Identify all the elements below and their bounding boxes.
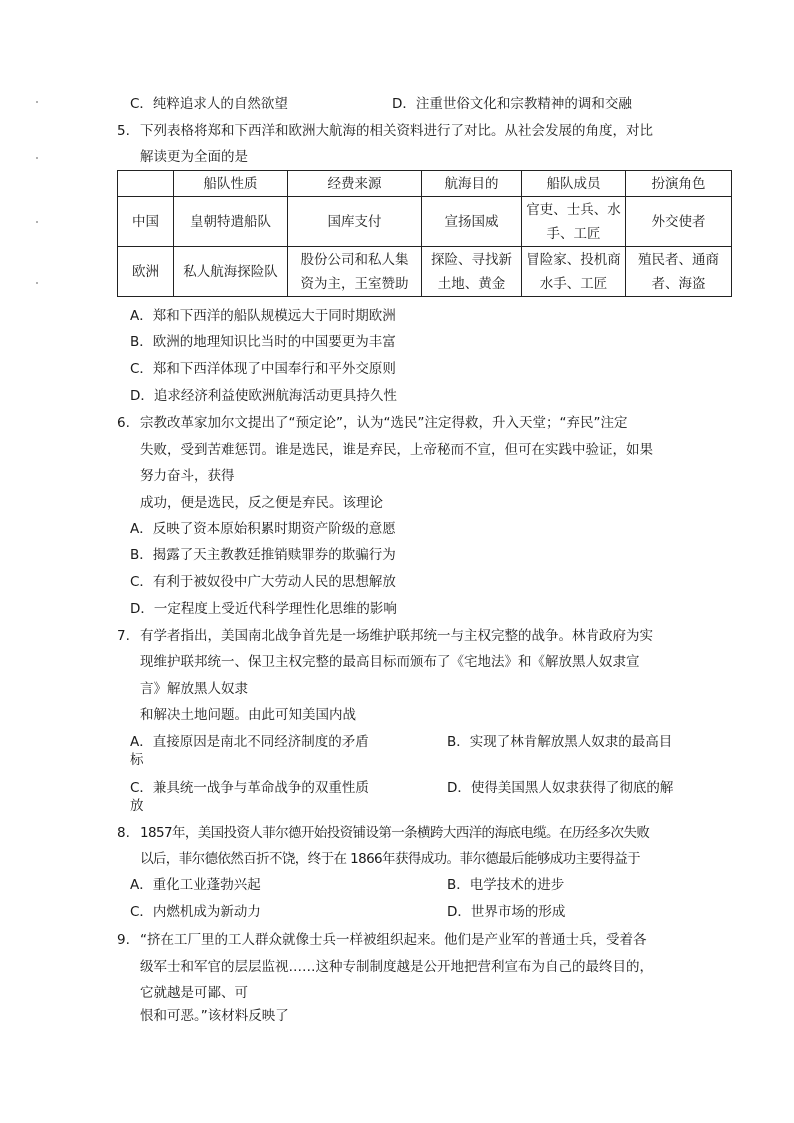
q4-option-d: D．注重世俗文化和宗教精神的调和交融 — [392, 96, 632, 112]
q9-stem-line4: 恨和可恶。”该材料反映了 — [140, 1008, 289, 1024]
table-header-cell: 船队性质 — [174, 171, 288, 197]
q6-stem-line3: 努力奋斗，获得 — [140, 468, 235, 484]
table-row — [118, 197, 732, 247]
comparison-table — [117, 170, 732, 297]
q7-stem-line3: 言》解放黑人奴隶 — [140, 681, 248, 697]
q5-option-a: A．郑和下西洋的船队规模远大于同时期欧洲 — [130, 308, 396, 324]
q6-option-a: A．反映了资本原始积累时期资产阶级的意愿 — [130, 521, 396, 537]
q8-option-d: D．世界市场的形成 — [447, 904, 566, 920]
q8-stem-line1: 1857年，美国投资人菲尔德开始投资铺设第一条横跨大西洋的海底电缆。在历经多次失败 — [140, 825, 650, 841]
q6-stem-line4: 成功，便是选民，反之便是弃民。该理论 — [140, 495, 383, 511]
q9-stem-line1: “挤在工厂里的工人群众就像士兵一样被组织起来。他们是产业军的普通士兵，受着各 — [140, 932, 647, 948]
q7-option-c: C．兼具统一战争与革命战争的双重性质 — [130, 780, 369, 796]
q4-option-c: C．纯粹追求人的自然欲望 — [130, 96, 288, 112]
table-cell: 中国 — [118, 197, 174, 247]
q7-option-d: D．使得美国黑人奴隶获得了彻底的解 — [447, 780, 674, 796]
table-header-cell: 航海目的 — [422, 171, 522, 197]
table-cell — [626, 247, 732, 297]
table-cell: 外交使者 — [626, 197, 732, 247]
q5-option-b: B．欧洲的地理知识比当时的中国要更为丰富 — [130, 334, 396, 350]
q6-stem-line2: 失败，受到苦难惩罚。谁是选民，谁是弃民，上帝秘而不宣，但可在实践中验证，如果 — [140, 442, 653, 458]
table-header-row — [118, 171, 732, 197]
q7-stem-line1: 有学者指出，美国南北战争首先是一场维护联邦统一与主权完整的战争。林肯政府为实 — [140, 628, 653, 644]
cell-line: 水手、工匠 — [539, 275, 608, 292]
q7-option-b: B．实现了林肯解放黑人奴隶的最高目 — [447, 734, 673, 750]
table-header-cell — [118, 171, 174, 197]
table-cell: 国库支付 — [288, 197, 422, 247]
q9-number: 9. — [117, 932, 130, 948]
q6-stem-line1: 宗教改革家加尔文提出了“预定论”，认为“选民”注定得救，升入天堂；“弃民”注定 — [140, 415, 628, 431]
q6-number: 6. — [117, 415, 130, 431]
q7-stem-line4: 和解决土地问题。由此可知美国内战 — [140, 707, 356, 723]
q6-option-d: D．一定程度上受近代科学理性化思维的影响 — [130, 601, 397, 617]
cell-line: 手、工匠 — [546, 225, 601, 242]
q9-stem-line2: 级军士和军官的层层监视……这种专制制度越是公开地把营利宣布为自己的最终目的， — [140, 959, 653, 975]
cell-line: 冒险家、投机商 — [526, 251, 621, 268]
table-cell — [288, 247, 422, 297]
q7-option-d-wrap: 放 — [130, 798, 144, 814]
table-cell — [522, 197, 626, 247]
q8-option-a: A．重化工业蓬勃兴起 — [130, 877, 261, 893]
q5-option-d: D．追求经济利益使欧洲航海活动更具持久性 — [130, 388, 397, 404]
table-header-cell: 船队成员 — [522, 171, 626, 197]
q6-option-c: C．有利于被奴役中广大劳动人民的思想解放 — [130, 574, 396, 590]
q7-option-a: A．直接原因是南北不同经济制度的矛盾 — [130, 734, 369, 750]
table-cell: 皇朝特遣船队 — [174, 197, 288, 247]
q5-number: 5. — [117, 123, 130, 139]
table-row — [118, 247, 732, 297]
q6-option-b: B．揭露了天主教教廷推销赎罪券的欺骗行为 — [130, 547, 396, 563]
cell-line: 探险、寻找新 — [431, 251, 512, 268]
cell-line: 股份公司和私人集 — [300, 251, 409, 268]
table-header-cell: 经费来源 — [288, 171, 422, 197]
table-cell — [422, 247, 522, 297]
table-cell: 私人航海探险队 — [174, 247, 288, 297]
cell-line: 资为主，王室赞助 — [300, 275, 409, 292]
q5-option-c: C．郑和下西洋体现了中国奉行和平外交原则 — [130, 361, 396, 377]
margin-dot — [36, 157, 38, 159]
table-cell: 宣扬国威 — [422, 197, 522, 247]
q8-option-c: C．内燃机成为新动力 — [130, 904, 261, 920]
cell-line: 者、海盗 — [651, 275, 706, 292]
margin-dot — [36, 221, 38, 223]
margin-dot — [36, 101, 38, 103]
q8-option-b: B．电学技术的进步 — [447, 877, 565, 893]
table-cell: 欧洲 — [118, 247, 174, 297]
q8-number: 8. — [117, 825, 130, 841]
cell-line: 官吏、士兵、水 — [526, 201, 621, 218]
cell-line: 土地、黄金 — [437, 275, 506, 292]
q5-stem-line2: 解读更为全面的是 — [140, 149, 248, 165]
q8-stem-line2: 以后，菲尔德依然百折不饶，终于在 1866年获得成功。菲尔德最后能够成功主要得益于 — [140, 851, 641, 867]
cell-line: 殖民者、通商 — [638, 251, 719, 268]
q7-option-b-wrap: 标 — [130, 752, 144, 768]
q7-number: 7. — [117, 628, 130, 644]
q7-stem-line2: 现维护联邦统一、保卫主权完整的最高目标而颁布了《宅地法》和《解放黑人奴隶宣 — [140, 654, 640, 670]
table-cell — [522, 247, 626, 297]
margin-dot — [36, 282, 38, 284]
q5-stem-line1: 下列表格将郑和下西洋和欧洲大航海的相关资料进行了对比。从社会发展的角度，对比 — [140, 123, 653, 139]
table-header-cell: 扮演角色 — [626, 171, 732, 197]
q9-stem-line3: 它就越是可鄙、可 — [140, 985, 248, 1001]
